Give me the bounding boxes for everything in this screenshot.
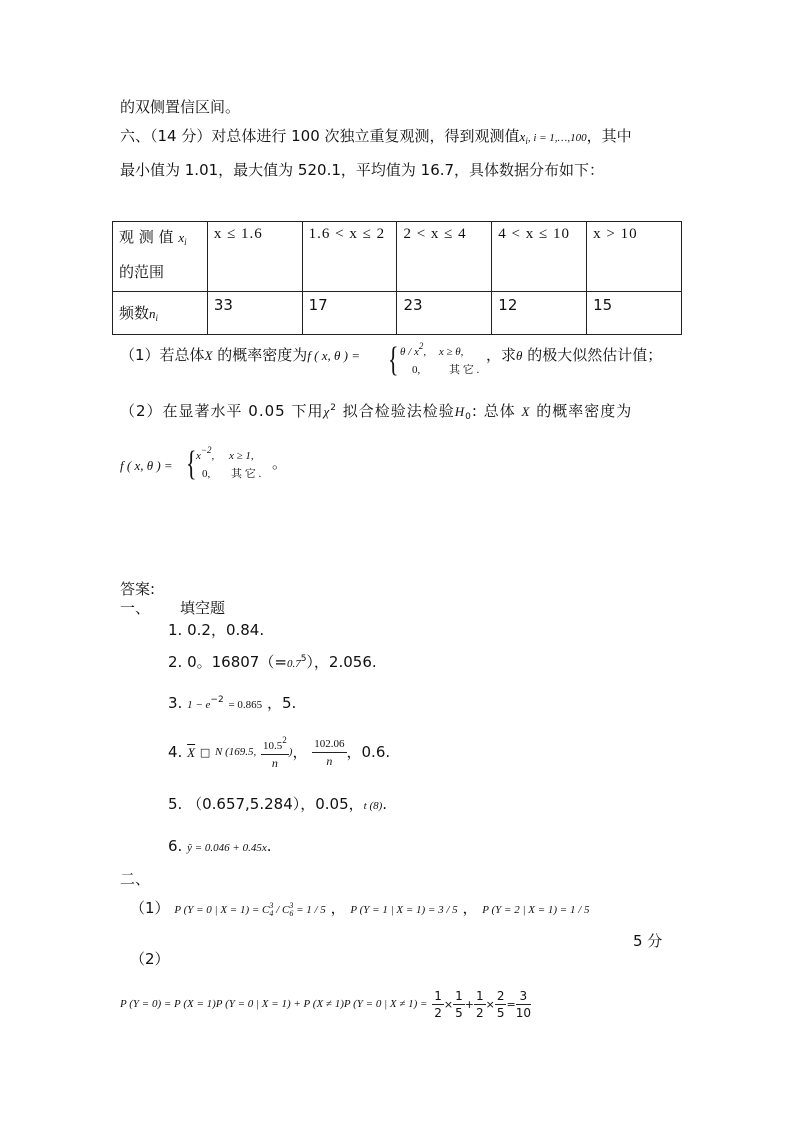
part1-a: （1）若总体: [120, 346, 205, 364]
part2-c: : 总体: [471, 402, 516, 420]
part2-H-sub: 0: [465, 412, 472, 422]
part2-f: f ( x, θ ) =: [120, 458, 173, 473]
answer-5: [168, 797, 387, 812]
s2p1-sup1: 3: [269, 901, 274, 911]
s2p2-frac1-den: 2: [434, 1006, 442, 1020]
answer-2-a: 0。16807（=: [187, 653, 287, 671]
part2-case1-sup: −2: [200, 445, 212, 455]
s2-part2-equation: [120, 990, 531, 1019]
intro-tail-text: 的双侧置信区间。: [120, 98, 241, 116]
count-label-math: n: [149, 306, 156, 321]
answer-4-frac2: [312, 739, 346, 767]
sec1-label: 一、: [120, 599, 151, 617]
s2p2-frac5: [516, 990, 531, 1019]
table-row-counts: [113, 292, 682, 335]
answers-sec2-heading: 二、: [120, 870, 151, 888]
part2-X: X: [521, 404, 531, 419]
part1-d: 的极大似然估计值；: [527, 346, 663, 364]
answer-4-xbar: $\overline{X}$: [187, 745, 196, 760]
s2p1-sup2: 3: [289, 901, 294, 911]
part2-d: 的概率密度为: [536, 402, 633, 420]
q6-line1-sub: i: [525, 136, 528, 146]
part2-case2: [202, 469, 261, 480]
s2p1-sep1: ，: [330, 899, 346, 917]
answer-3-b: ，5.: [266, 694, 297, 712]
s2p2-plus: +: [464, 998, 474, 1011]
table-row-ranges: [113, 222, 682, 292]
part2-brace: {: [186, 442, 197, 483]
range-label-sub: i: [184, 237, 187, 247]
answer-3-num: 3.: [168, 694, 183, 712]
part1-tail: [486, 348, 662, 363]
count-label: 频数: [119, 304, 150, 322]
s2p2-frac3-num: 1: [475, 989, 484, 1003]
answer-4: [168, 736, 390, 769]
s2p2-times1: ×: [443, 998, 454, 1011]
s2p2-frac1-num: 1: [434, 989, 442, 1003]
answer-5-num: 5.: [168, 795, 183, 813]
answers-title: 答案:: [120, 580, 156, 598]
sec1-title: 填空题: [180, 599, 226, 617]
part2-end: 。: [272, 454, 288, 472]
answer-2-math: 0.7: [286, 658, 301, 670]
answer-4-paren: ): [288, 746, 293, 758]
answer-4-num: 4.: [168, 743, 183, 761]
part2-case1-cond: x ≥ 1,: [228, 450, 254, 462]
s2p2-frac1: [432, 990, 444, 1019]
part2-chi-sup: 2: [330, 403, 337, 413]
part2-chi: χ: [323, 404, 331, 419]
part1-case1: θ / $x^2$, x ≥ θ,: [400, 341, 464, 358]
frac2-num: 102.06: [312, 739, 346, 753]
answer-4-box: □: [199, 746, 211, 759]
s2p2-frac5-num: 3: [516, 990, 531, 1005]
answer-4-frac1: [261, 736, 289, 769]
answer-3-sup: −2: [210, 695, 224, 705]
answer-2-num: 2.: [168, 653, 183, 671]
q6-line1-range: , i = 1,…,100: [527, 132, 587, 144]
s2p1-a-end: = 1 / 5: [296, 904, 326, 916]
answer-5-a: （0.657,5.284），0.05，: [187, 795, 364, 813]
part2-case1-expr: x: [196, 450, 201, 462]
part2-a: （2）在显著水平 0.05 下用: [120, 402, 324, 420]
range-cell-3: 2 < x ≤ 4: [397, 222, 492, 292]
data-distribution-table: [112, 221, 682, 335]
q6-line1-math: x: [519, 129, 526, 144]
q6-line2: 最小值为 1.01，最大值为 520.1，平均值为 16.7，具体数据分布如下：: [120, 161, 605, 179]
answer-5-math: t (8): [363, 800, 383, 812]
count-cell-2: 17: [302, 292, 397, 335]
part1-b: 的概率密度为: [217, 346, 308, 364]
part2-line: [120, 404, 632, 422]
answer-4-end: ，0.6.: [346, 743, 391, 761]
answer-6-math: ŷ = 0.046 + 0.45x: [187, 842, 267, 854]
s2p1-label: （1）: [130, 899, 170, 917]
range-label-b: 的范围: [119, 263, 165, 281]
answer-6-num: 6.: [168, 837, 183, 855]
part2-b: 拟合检验法检验: [342, 402, 455, 420]
table-label-range: [113, 222, 208, 292]
s2p2-equals: =: [506, 998, 516, 1011]
s2p1-a: [174, 901, 326, 919]
answer-4-N: N (169.5,: [215, 746, 257, 758]
answer-1: [168, 623, 264, 638]
s2p2-frac2: [453, 990, 465, 1019]
answer-6: [168, 839, 272, 854]
part1-X: X: [204, 348, 213, 363]
s2p2-eq: P (Y = 0) = P (X = 1)P (Y = 0 | X = 1) + P (X ≠ 1)P (Y = 0 | X ≠ 1) =: [120, 998, 428, 1010]
s2p2-times2: ×: [485, 998, 495, 1011]
count-cell-3: 23: [397, 292, 492, 335]
s2p1-mid: / C: [276, 904, 290, 916]
part1-case2-expr: 0,: [412, 364, 421, 376]
q6-line1: [120, 129, 632, 146]
s2p1-a-expr: P (Y = 0 | X = 1) = C: [174, 904, 270, 916]
s2p1-b: P (Y = 1 | X = 1) = 3 / 5: [350, 904, 458, 916]
answer-2-b: ），2.056.: [306, 653, 377, 671]
part2-H: H: [454, 404, 466, 419]
count-label-sub: i: [155, 313, 159, 323]
part1-case2-cond: 其 它 .: [449, 364, 480, 376]
s2p2-frac5-den: 10: [515, 1006, 531, 1020]
answer-3-math: 1 − e: [187, 699, 211, 711]
q6-line1-b: ，其中: [586, 127, 632, 145]
score-label: 5 分: [633, 932, 663, 950]
answer-6-end: .: [266, 837, 272, 855]
answer-4-sep: ，: [292, 743, 308, 761]
answers-sec1-heading: [120, 601, 225, 616]
part1-case2: [412, 365, 479, 376]
q6-line1-a: 六、（14 分）对总体进行 100 次独立重复观测，得到观测值: [120, 127, 520, 145]
range-label-a: 观 测 值: [119, 228, 174, 246]
s2p1-sub1: 4: [269, 909, 274, 919]
part2-case2-expr: 0,: [202, 468, 211, 480]
range-cell-4: 4 < x ≤ 10: [492, 222, 587, 292]
answer-3: [168, 696, 296, 711]
s2p2-frac4: [495, 990, 507, 1019]
part1-case1-cond: x ≥ θ,: [438, 346, 464, 358]
s2p2-frac3-den: 2: [475, 1006, 484, 1020]
answer-2-sup: 5: [300, 654, 307, 664]
answer-5-end: .: [382, 795, 388, 813]
range-cell-2: 1.6 < x ≤ 2: [302, 222, 397, 292]
table-label-count: [113, 292, 208, 335]
frac2-den: n: [326, 753, 333, 768]
count-cell-1: 33: [207, 292, 302, 335]
range-cell-1: x ≤ 1.6: [207, 222, 302, 292]
range-cell-5: x > 10: [587, 222, 682, 292]
s2p2-frac2-num: 1: [455, 989, 463, 1003]
s2p2-label: （2）: [130, 950, 170, 968]
part2-case2-cond: 其 它 .: [231, 468, 262, 480]
count-cell-4: 12: [492, 292, 587, 335]
count-cell-5: 15: [587, 292, 682, 335]
answer-2: [168, 655, 377, 670]
part1-f: f ( x, θ ) =: [307, 348, 360, 363]
frac1-den: n: [271, 756, 278, 770]
part1-brace: {: [388, 338, 399, 379]
s2p2-frac4-den: 5: [496, 1006, 505, 1020]
range-label-math: x: [178, 230, 185, 245]
frac1-num: 10.5: [263, 740, 283, 752]
s2p1-sep2: ，: [462, 899, 478, 917]
answer-3-math2: = 0.865: [228, 699, 263, 711]
part1-c: ，求: [486, 346, 517, 364]
part1-theta: θ: [516, 348, 523, 363]
part1-line: [120, 348, 360, 363]
s2p2-frac4-num: 2: [496, 989, 505, 1003]
s2p2-frac3: [474, 990, 486, 1019]
answer-1-num: 1.: [168, 621, 183, 639]
s2p2-frac2-den: 5: [455, 1006, 463, 1020]
s2-part1: [130, 901, 590, 918]
part2-case1: $x^{-2}$, x ≥ 1,: [196, 445, 254, 462]
part1-case1-expr: θ / x: [400, 346, 419, 358]
part1-case1-sup: 2: [418, 341, 424, 351]
s2p1-sub2: 6: [289, 909, 294, 919]
frac1-sup: 2: [282, 735, 287, 745]
s2p1-c: P (Y = 2 | X = 1) = 1 / 5: [482, 904, 590, 916]
answer-1-text: 0.2，0.84.: [187, 621, 265, 639]
